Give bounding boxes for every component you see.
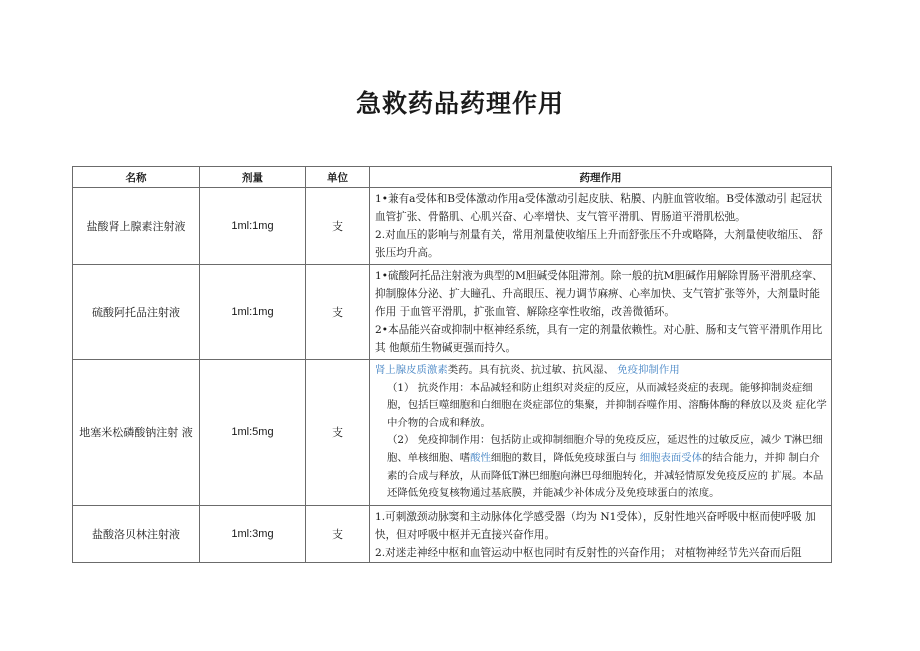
table-header-row — [73, 167, 832, 188]
drug-name: 盐酸肾上腺素注射液 — [73, 188, 200, 265]
intro-text: 类药。具有抗炎、抗过敏、抗风湿、 — [447, 364, 614, 376]
pharmacology-intro — [375, 362, 828, 380]
link-immunosuppression[interactable]: 免疫抑制作用 — [617, 364, 680, 376]
drug-dose: 1ml:3mg — [200, 505, 306, 562]
drug-name: 硫酸阿托品注射液 — [73, 265, 200, 360]
drug-name: 地塞米松磷酸钠注射 液 — [73, 360, 200, 506]
header-dose: 剂量 — [200, 167, 306, 188]
drug-unit: 支 — [306, 265, 370, 360]
para2-text-a: （2） 免疫抑制作用：包括防止或抑制细胞介导的免疫反应，延迟性的过敏反应，减少 T淋巴细胞、单核细胞、嗜 — [387, 434, 823, 464]
pharmacology-line: 2.对血压的影响与剂量有关，常用剂量使收缩压上升而舒张压不升或略降，大剂量使收缩压、 舒张压均升高。 — [375, 229, 823, 259]
table-row — [73, 505, 832, 562]
pharmacology-line: 2•本品能兴奋或抑制中枢神经系统，具有一定的剂量依赖性。对心脏、肠和支气管平滑肌作用比其 他颠茄生物碱更强而持久。 — [375, 324, 823, 354]
drug-dose: 1ml:5mg — [200, 360, 306, 506]
para2-text-b: 细胞的数目，降低免疫球蛋白与 — [490, 451, 640, 464]
link-cell-surface-receptor[interactable]: 细胞表面受体 — [639, 451, 703, 464]
pharmacology-paragraph — [375, 432, 828, 502]
drug-pharmacology-table — [72, 166, 832, 563]
drug-dose: 1ml:1mg — [200, 188, 306, 265]
drug-unit: 支 — [306, 360, 370, 506]
link-acidophil[interactable]: 酸性 — [470, 451, 491, 464]
para2-text-c: 的结合能力，并抑 制白介素的合成与释放，从而降低T淋巴细胞向淋巴母细胞转化，并减轻情原发免疫反应的 扩展。本品还降低免疫复核物通过基底膜，并能减少补体成分及免疫球蛋白的浓度。 — [387, 451, 824, 500]
pharmacology-line: 1.可刺激颈动脉窦和主动脉体化学感受器（均为 N1受体），反射性地兴奋呼吸中枢而使呼吸 加快，但对呼吸中枢并无直接兴奋作用。 — [375, 510, 816, 541]
drug-pharmacology — [370, 360, 832, 506]
drug-unit: 支 — [306, 505, 370, 562]
table-row — [73, 188, 832, 265]
pharmacology-paragraph: （1） 抗炎作用：本品减轻和防止组织对炎症的反应，从而减轻炎症的表现。能够抑制炎症细胞，包括巨噬细胞和白细胞在炎症部位的集聚，并抑制吞噬作用、溶酶体酶的释放以及炎 症化学中介物的合成和释放。 — [387, 381, 827, 429]
header-unit: 单位 — [306, 167, 370, 188]
drug-pharmacology — [370, 188, 832, 265]
table-row — [73, 360, 832, 506]
pharmacology-line: 1•硫酸阿托品注射液为典型的M胆碱受体阻滞剂。除一般的抗M胆碱作用解除胃肠平滑肌痉挛、抑制腺体分泌、扩大瞳孔、升高眼压、视力调节麻痹、心率加快、支气管扩张等外，大剂量时能作用 于血管平滑肌，扩张血管、解除痉挛性收缩，改善微循环。 — [375, 270, 823, 318]
drug-pharmacology — [370, 505, 832, 562]
header-pharmacology: 药理作用 — [370, 167, 832, 188]
drug-pharmacology — [370, 265, 832, 360]
page-title: 急救药品药理作用 — [355, 89, 564, 118]
pharmacology-line: 2.对迷走神经中枢和血管运动中枢也同时有反射性的兴奋作用； 对植物神经节先兴奋而后阻 — [375, 546, 802, 559]
link-adrenal-cortex-hormone[interactable]: 肾上腺皮质激素 — [375, 364, 448, 376]
drug-dose: 1ml:1mg — [200, 265, 306, 360]
pharmacology-line: 1•兼有a受体和B受体激动作用a受体激动引起皮肤、粘膜、内脏血管收缩。B受体激动引 起冠状血管扩张、骨骼肌、心肌兴奋、心率增快、支气管平滑肌、胃肠道平滑肌松弛。 — [375, 193, 823, 223]
header-name: 名称 — [73, 167, 200, 188]
drug-name: 盐酸洛贝林注射液 — [73, 505, 200, 562]
drug-unit: 支 — [306, 188, 370, 265]
table-row — [73, 265, 832, 360]
